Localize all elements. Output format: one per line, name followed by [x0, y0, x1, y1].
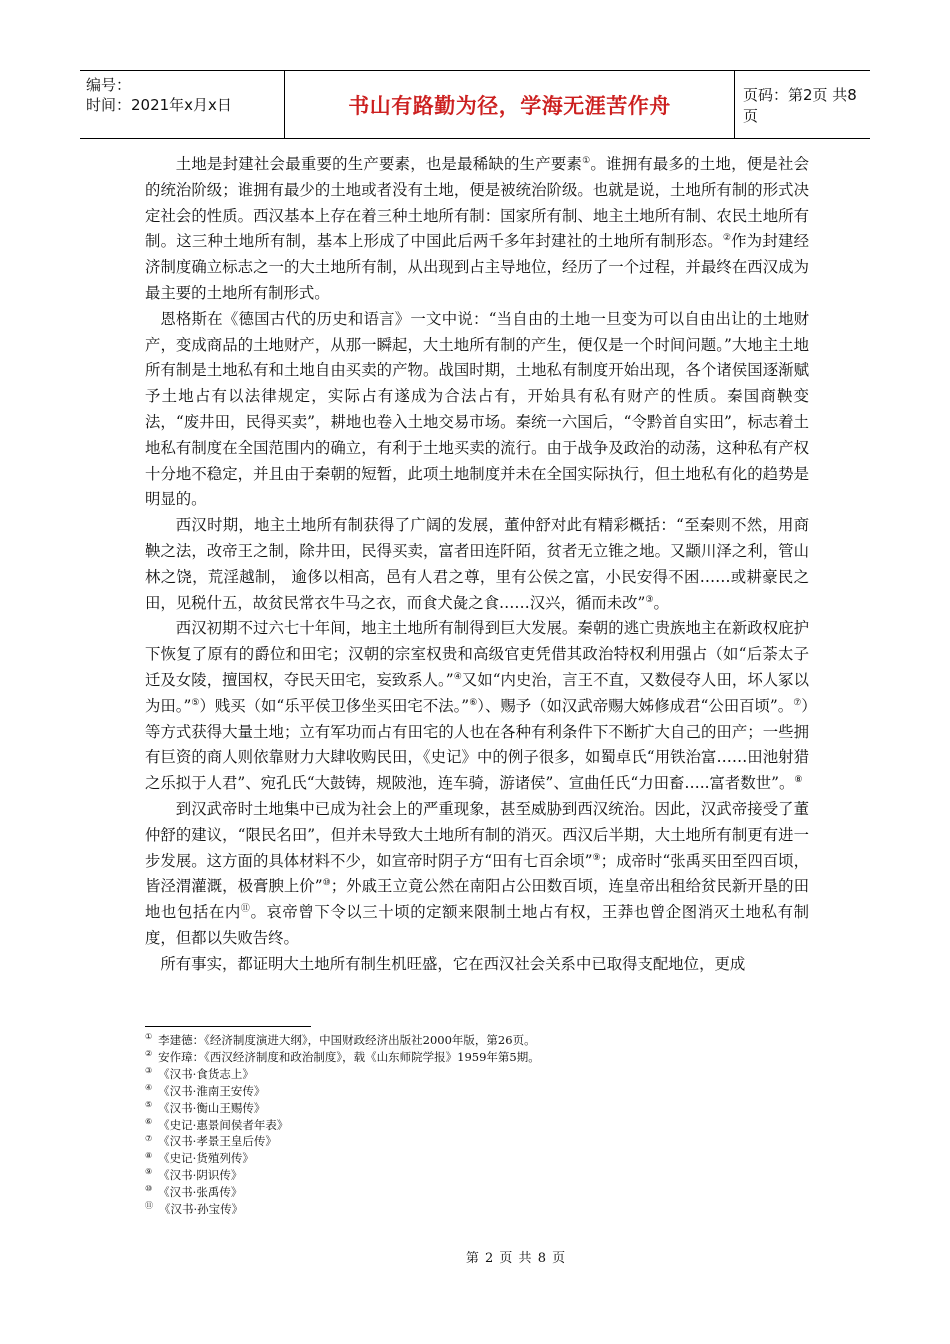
paragraph: 恩格斯在《德国古代的历史和语言》一文中说：“当自由的土地一旦变为可以自由出让的土地财产，变成商品的土地财产，从那一瞬起，大土地所有制的产生，便仅是一个时间问题。”大地主土地所有制是土地私有和土地自由买卖的产物。战国时期，土地私有制度开始出现，各个诸侯国逐渐赋予土地占有以法律规定，实际占有遂成为合法占有，开始具有私有财产的性质。秦国商鞅变法，“废井田，民得买卖”，耕地也卷入土地交易市场。秦统一六国后，“令黔首自实田”，标志着土地私有制度在全国范围内的确立，有利于土地买卖的流行。由于战争及政治的动荡，这种私有产权十分地不稳定，并且由于秦朝的短暂，此项土地制度并未在全国实际执行，但土地私有化的趋势是明显的。: [145, 309, 809, 509]
footnote-mark: ②: [145, 1049, 153, 1059]
footnote-mark: ⑪: [145, 1201, 153, 1211]
header-meta: [80, 71, 285, 138]
footnote-text: 李建德：《经济制度演进大纲》，中国财政经济出版社2000年版，第26页。: [158, 1033, 536, 1047]
body-text: [145, 152, 809, 978]
footnote-item: [145, 1049, 809, 1066]
footnote-text: 安作璋：《西汉经济制度和政治制度》，载《山东师院学报》1959年第5期。: [158, 1049, 540, 1064]
footnote-text: 《汉书·淮南王安传》: [158, 1083, 266, 1098]
footnote-text: 《汉书·孝景王皇后传》: [158, 1134, 277, 1149]
footnote-item: [145, 1184, 809, 1201]
page-number: 第 2 页 共 8 页: [465, 1251, 567, 1266]
paragraph: 到汉武帝时土地集中已成为社会上的严重现象，甚至威胁到西汉统治。因此，汉武帝接受了董仲舒的建议，“限民名田”，但并未导致大土地所有制的消灭。西汉后半期，大土地所有制更有进一步发展。这方面的具体材料不少，如宣帝时阴子方“田有七百余顷”⑨；成帝时“张禹买田至四百顷，皆泾渭灌溉，极膏腴上价”⑩；外戚王立竟公然在南阳占公田数百顷，连皇帝出租给贫民新开垦的田地也包括在内⑪。哀帝曾下令以三十顷的定额来限制土地占有权，王莽也曾企图消灭土地私有制度，但都以失败告终。: [145, 799, 809, 947]
footnote-item: [145, 1167, 809, 1184]
paragraph: 西汉时期，地主土地所有制获得了广阔的发展，董仲舒对此有精彩概括：“至秦则不然，用商鞅之法，改帝王之制，除井田，民得买卖，富者田连阡陌，贫者无立锥之地。又颛川泽之利，管山林之饶，荒淫越制， 逾侈以相高，邑有人君之尊，里有公侯之富，小民安得不困……或耕豪民之田，见税什五，故贫民常衣牛马之衣，而食犬彘之食……汉兴，循而未改”③。: [145, 516, 809, 612]
page-header: [80, 70, 870, 139]
footnote-mark: ①: [145, 1032, 153, 1042]
footnote-text: 《史记·惠景间侯者年表》: [158, 1117, 289, 1132]
page-footer: [0, 1247, 950, 1266]
footnote-mark: ⑩: [145, 1184, 153, 1194]
footnote-item: [145, 1133, 809, 1150]
footnote-text: 《汉书·孙宝传》: [159, 1202, 244, 1217]
header-page-label: 页码：第2页 共8页: [743, 85, 857, 125]
footnote-item: [145, 1066, 809, 1083]
footnote-mark: ⑤: [145, 1099, 153, 1109]
header-motto: 书山有路勤为径，学海无涯苦作舟: [348, 93, 671, 118]
footnote-item: [145, 1117, 809, 1134]
footnote-text: 《史记·货殖列传》: [158, 1151, 254, 1166]
document-date-label: 时间：2021年x月x日: [86, 96, 232, 114]
footnote-item: [145, 1201, 809, 1218]
paragraph: 所有事实，都证明大土地所有制生机旺盛，它在西汉社会关系中已取得支配地位，更成: [160, 954, 746, 973]
footnote-mark: ⑥: [145, 1116, 153, 1126]
footnote-item: [145, 1083, 809, 1100]
footnote-mark: ⑦: [145, 1133, 153, 1143]
footnote-text: 《汉书·张禹传》: [158, 1185, 243, 1200]
footnote-text: 《汉书·阴识传》: [158, 1168, 243, 1183]
footnote-item: [145, 1100, 809, 1117]
footnote-text: 《汉书·衡山王赐传》: [158, 1100, 266, 1115]
footnote-mark: ⑧: [145, 1150, 153, 1160]
document-number-label: 编号：: [86, 76, 132, 94]
footnote-item: [145, 1032, 809, 1049]
header-motto-cell: [285, 71, 735, 138]
footnote-mark: ⑨: [145, 1167, 153, 1177]
footnote-item: [145, 1150, 809, 1167]
paragraph: 西汉初期不过六七十年间，地主土地所有制得到巨大发展。秦朝的逃亡贵族地主在新政权庇护下恢复了原有的爵位和田宅；汉朝的宗室权贵和高级官吏凭借其政治特权利用强占（如“后荼太子迁及女陵，擅国权，夺民天田宅，妄致系人。”④又如“内史治，言王不直，又数侵夺人田，坏人冢以为田。”⑤）贱买（如“乐平侯卫侈坐买田宅不法。”⑥）、赐予（如汉武帝赐大姊修成君“公田百顷”。⑦）等方式获得大量土地；立有军功而占有田宅的人也在各种有利条件下不断扩大自己的田产；一些拥有巨资的商人则依靠财力大肆收购民田，《史记》中的例子很多，如蜀卓氏“用铁治富……田池射猎之乐拟于人君”、宛孔氏“大鼓铸，规陂池，连车骑，游诸侯”、宣曲任氏“力田畜…..富者数世”。⑧: [145, 619, 809, 793]
footnote-mark: ③: [145, 1065, 153, 1075]
header-page-cell: [735, 71, 870, 138]
footnotes: [145, 1032, 809, 1218]
footnote-separator: [145, 1026, 311, 1027]
paragraph: 土地是封建社会最重要的生产要素，也是最稀缺的生产要素①。谁拥有最多的土地，便是社会的统治阶级；谁拥有最少的土地或者没有土地，便是被统治阶级。也就是说，土地所有制的形式决定社会的性质。西汉基本上存在着三种土地所有制：国家所有制、地主土地所有制、农民土地所有制。这三种土地所有制，基本上形成了中国此后两千多年封建社的土地所有制形态。②作为封建经济制度确立标志之一的大土地所有制，从出现到占主导地位，经历了一个过程，并最终在西汉成为最主要的土地所有制形式。: [145, 155, 809, 302]
footnote-mark: ④: [145, 1082, 153, 1092]
footnote-text: 《汉书·食货志上》: [158, 1066, 254, 1081]
